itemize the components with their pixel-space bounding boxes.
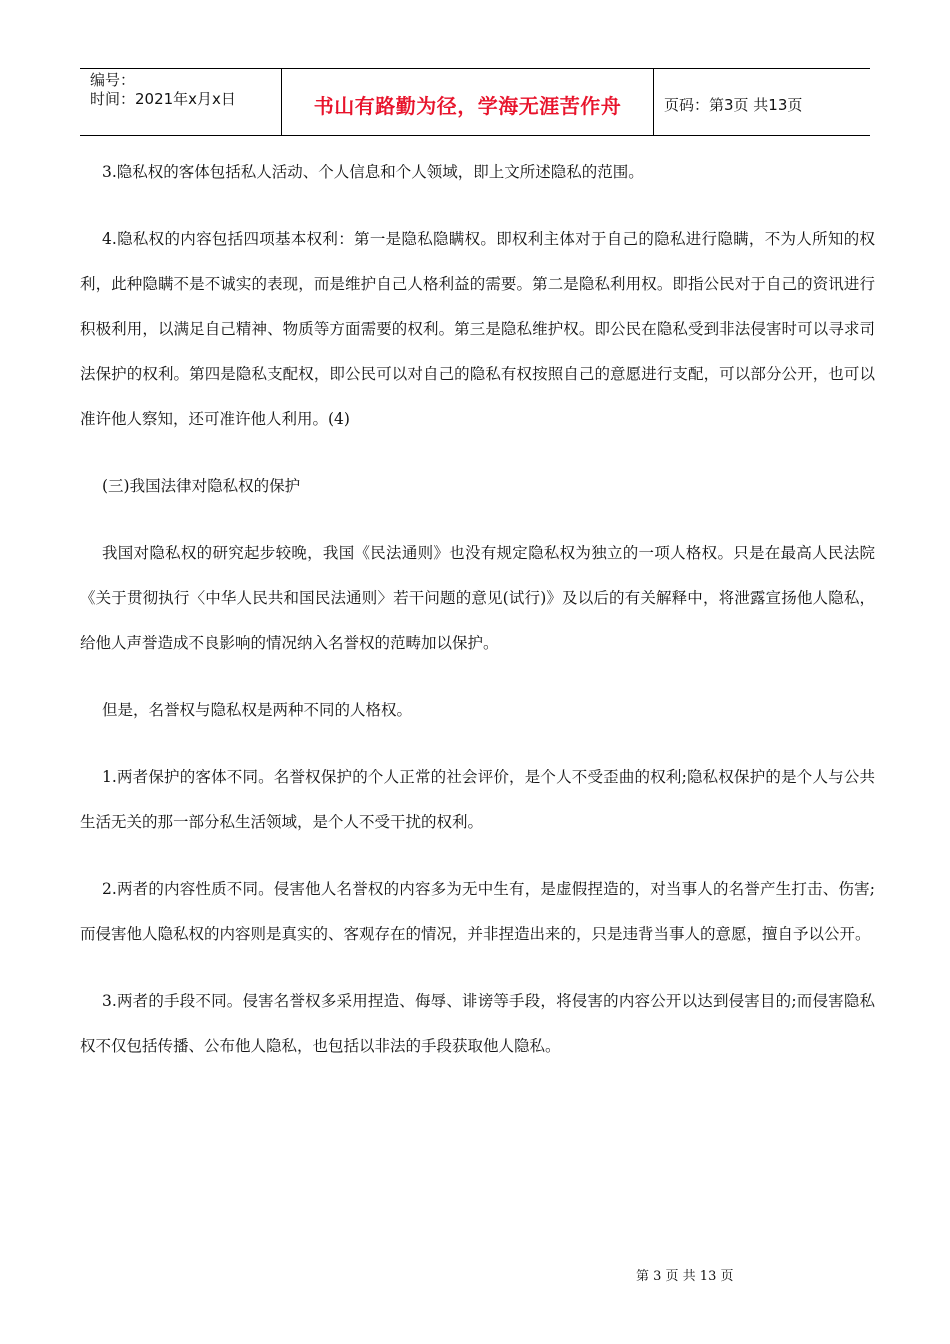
document-number: 编号： xyxy=(90,71,136,89)
paragraph: 我国对隐私权的研究起步较晚，我国《民法通则》也没有规定隐私权为独立的一项人格权。只是在最高人民法院《关于贯彻执行〈中华人民共和国民法通则〉若干问题的意见(试行)》及以后的有关解释中，将泄露宣扬他人隐私，给他人声誉造成不良影响的情况纳入名誉权的范畴加以保护。 xyxy=(80,544,875,652)
paragraph: 3.两者的手段不同。侵害名誉权多采用捏造、侮辱、诽谤等手段，将侵害的内容公开以达到侵害目的;而侵害隐私权不仅包括传播、公布他人隐私，也包括以非法的手段获取他人隐私。 xyxy=(80,992,875,1055)
paragraph: 但是，名誉权与隐私权是两种不同的人格权。 xyxy=(102,701,413,719)
paragraph: 3.隐私权的客体包括私人活动、个人信息和个人领域，即上文所述隐私的范围。 xyxy=(102,163,644,181)
header-page-info: 页码：第3页 共13页 xyxy=(664,95,803,114)
header-motto: 书山有路勤为径，学海无涯苦作舟 xyxy=(282,69,654,135)
paragraph: 4.隐私权的内容包括四项基本权利：第一是隐私隐瞒权。即权利主体对于自己的隐私进行隐瞒，不为人所知的权利，此种隐瞒不是不诚实的表现，而是维护自己人格利益的需要。第二是隐私利用权。即指公民对于自己的资讯进行积极利用，以满足自己精神、物质等方面需要的权利。第三是隐私维护权。即公民在隐私受到非法侵害时可以寻求司法保护的权利。第四是隐私支配权，即公民可以对自己的隐私有权按照自己的意愿进行支配，可以部分公开，也可以准许他人察知，还可准许他人利用。(4) xyxy=(80,230,875,428)
section-heading: (三)我国法律对隐私权的保护 xyxy=(102,477,301,495)
paragraph: 2.两者的内容性质不同。侵害他人名誉权的内容多为无中生有，是虚假捏造的，对当事人的名誉产生打击、伤害;而侵害他人隐私权的内容则是真实的、客观存在的情况，并非捏造出来的，只是违背当事人的意愿，擅自予以公开。 xyxy=(80,880,875,943)
document-date: 时间：2021年x月x日 xyxy=(90,90,236,108)
page-footer: 第 3 页 共 13 页 xyxy=(636,1269,734,1284)
page-header xyxy=(80,68,870,136)
paragraph: 1.两者保护的客体不同。名誉权保护的个人正常的社会评价，是个人不受歪曲的权利;隐私权保护的是个人与公共生活无关的那一部分私生活领域，是个人不受干扰的权利。 xyxy=(80,768,875,831)
document-body xyxy=(80,150,875,1091)
header-meta xyxy=(80,69,282,135)
